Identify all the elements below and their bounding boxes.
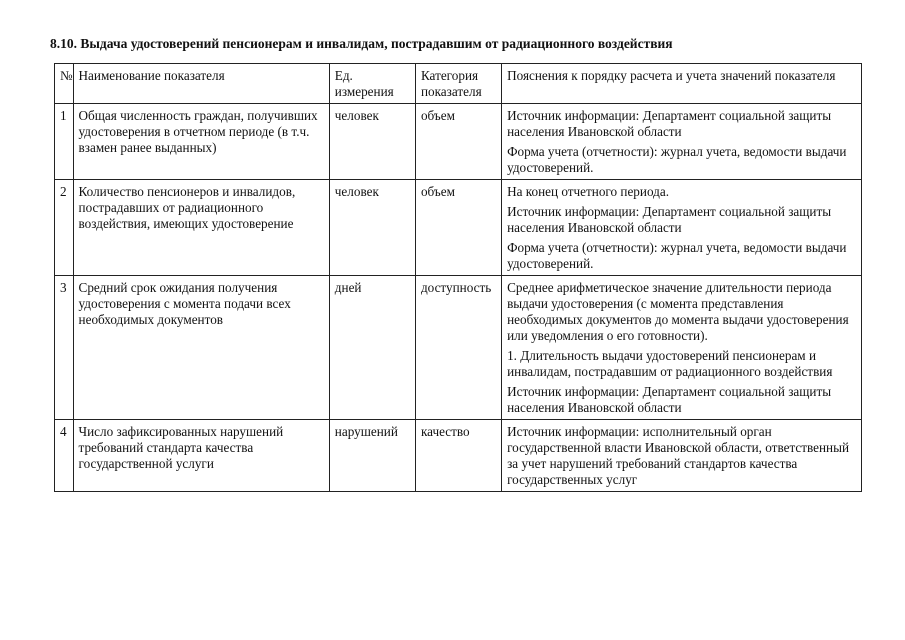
row-unit: дней — [329, 276, 415, 420]
row-num: 4 — [55, 420, 74, 492]
explanation-paragraph: Источник информации: Департамент социальной защиты населения Ивановской области — [507, 108, 832, 139]
explanation-paragraph: 1. Длительность выдачи удостоверений пенсионерам и инвалидам, пострадавшим от радиационного воздействия — [507, 348, 833, 379]
explanation-paragraph: Источник информации: Департамент социальной защиты населения Ивановской области — [507, 384, 832, 415]
row-category: качество — [415, 420, 501, 492]
explanation-paragraph: Источник информации: Департамент социальной защиты населения Ивановской области — [507, 204, 832, 235]
explanation-paragraph: Форма учета (отчетности): журнал учета, ведомости выдачи удостоверений. — [507, 144, 847, 175]
explanation-paragraph: Среднее арифметическое значение длительности периода выдачи удостоверения (с момента представления необходимых документов до момента выдачи удостоверения или уведомления о его готовности). — [507, 280, 849, 343]
row-num: 2 — [55, 180, 74, 276]
indicators-table — [54, 63, 862, 492]
explanation-paragraph: Источник информации: исполнительный орган государственной власти Ивановской области, ответственный за учет нарушений требований стандартов качества государственных услуг — [507, 424, 850, 487]
explanation-paragraph: Форма учета (отчетности): журнал учета, ведомости выдачи удостоверений. — [507, 240, 847, 271]
row-name: Средний срок ожидания получения удостоверения с момента подачи всех необходимых документов — [73, 276, 329, 420]
row-num: 1 — [55, 104, 74, 180]
row-name: Число зафиксированных нарушений требований стандарта качества государственной услуги — [73, 420, 329, 492]
header-explanation: Пояснения к порядку расчета и учета значений показателя — [502, 64, 862, 104]
header-category: Категория показателя — [415, 64, 501, 104]
explanation-paragraph: На конец отчетного периода. — [507, 184, 670, 199]
table-row — [55, 420, 862, 492]
row-name: Общая численность граждан, получивших удостоверения в отчетном периоде (в т.ч. взамен ранее выданных) — [73, 104, 329, 180]
row-explanation — [502, 276, 862, 420]
row-unit: человек — [329, 104, 415, 180]
header-num: № — [55, 64, 74, 104]
row-name: Количество пенсионеров и инвалидов, пострадавших от радиационного воздействия, имеющих удостоверение — [73, 180, 329, 276]
row-category: объем — [415, 104, 501, 180]
page-title: 8.10. Выдача удостоверений пенсионерам и инвалидам, пострадавшим от радиационного воздействия — [50, 36, 673, 51]
table-row — [55, 104, 862, 180]
row-explanation — [502, 180, 862, 276]
header-unit: Ед. измерения — [329, 64, 415, 104]
table-row — [55, 276, 862, 420]
table-header-row — [55, 64, 862, 104]
row-num: 3 — [55, 276, 74, 420]
row-explanation — [502, 104, 862, 180]
row-category: объем — [415, 180, 501, 276]
row-unit: нарушений — [329, 420, 415, 492]
row-unit: человек — [329, 180, 415, 276]
row-category: доступность — [415, 276, 501, 420]
table-row — [55, 180, 862, 276]
row-explanation — [502, 420, 862, 492]
header-name: Наименование показателя — [73, 64, 329, 104]
